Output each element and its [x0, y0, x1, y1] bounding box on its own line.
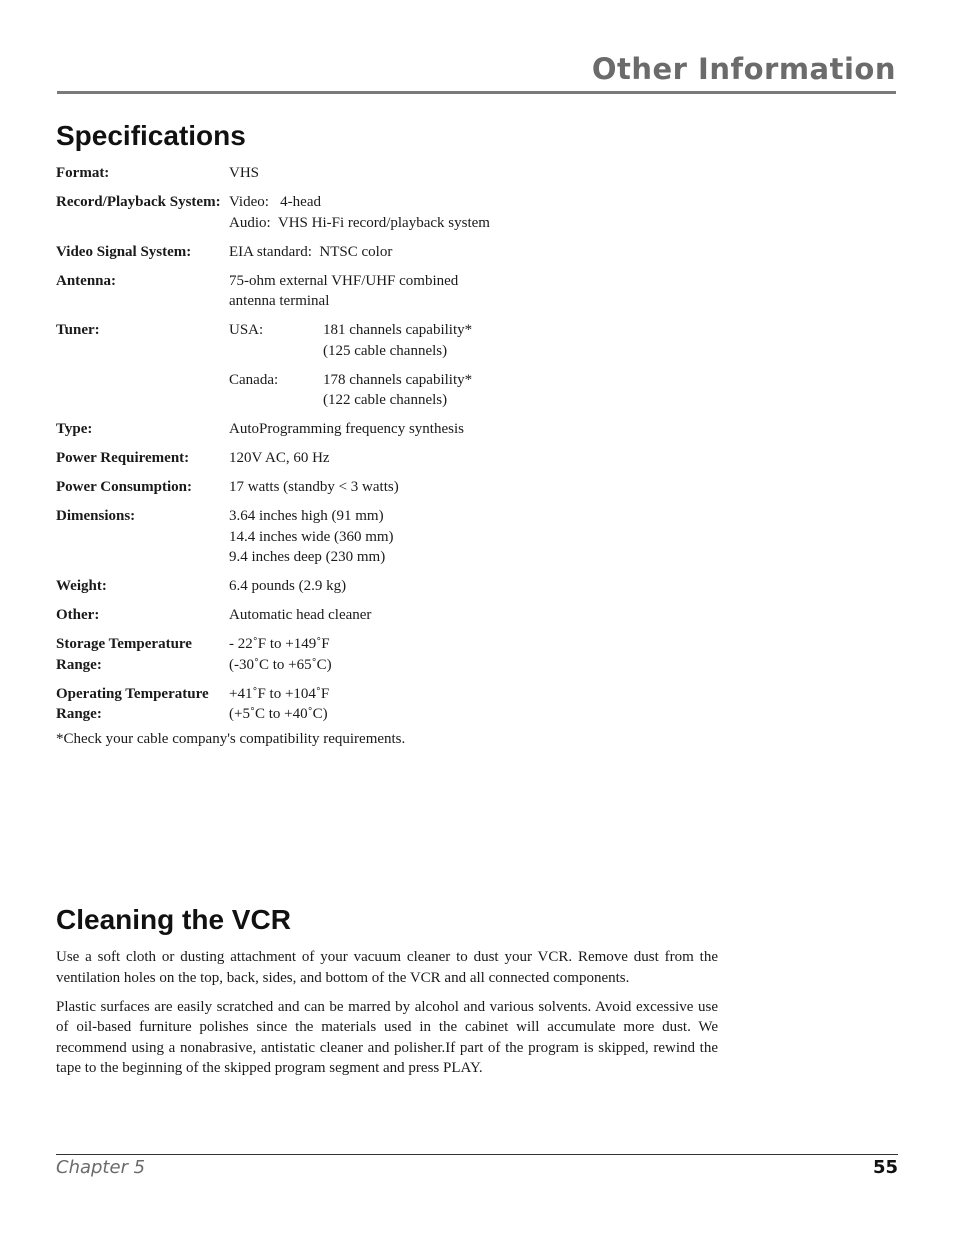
cleaning-title: Cleaning the VCR — [56, 904, 291, 935]
spec-label: Record/Playback System: — [56, 194, 221, 210]
spec-row — [56, 634, 576, 675]
spec-value — [229, 192, 576, 233]
tuner-region: USA: — [229, 322, 264, 338]
spec-label: Antenna: — [56, 272, 117, 289]
tuner-value — [323, 370, 472, 411]
spec-row — [56, 242, 576, 263]
spec-row — [56, 419, 576, 440]
header-rule — [57, 91, 896, 94]
spec-row — [56, 506, 576, 568]
spec-value-line: 120V AC, 60 Hz — [229, 450, 330, 466]
tuner-value-line: 181 channels capability* — [323, 322, 473, 338]
spec-value-line: EIA standard: NTSC color — [229, 243, 393, 260]
spec-value — [229, 448, 576, 469]
spec-value-line: 14.4 inches wide (360 mm) — [229, 528, 394, 545]
spec-label: Other: — [56, 607, 100, 623]
spec-value — [229, 271, 576, 312]
spec-value-line: VHS — [229, 165, 260, 181]
spec-label: Power Consumption: — [56, 479, 192, 495]
spec-value-line: 6.4 pounds (2.9 kg) — [229, 578, 347, 594]
spec-label: Format: — [56, 165, 110, 181]
tuner-value-line: 178 channels capability* — [323, 371, 473, 388]
spec-row — [56, 163, 576, 184]
spec-value — [229, 684, 576, 725]
spec-row — [56, 605, 576, 626]
spec-label: Video Signal System: — [56, 243, 192, 260]
tuner-entry — [229, 320, 576, 361]
spec-value-line: antenna terminal — [229, 293, 330, 309]
spec-value — [229, 506, 576, 568]
specifications-table — [56, 163, 576, 733]
spec-value — [229, 576, 576, 597]
tuner-value-line: (125 cable channels) — [323, 342, 448, 359]
spec-label: Storage Temperature Range: — [56, 636, 192, 673]
spec-label: Power Requirement: — [56, 450, 190, 466]
cleaning-body — [56, 947, 718, 1087]
spec-value-line: AutoProgramming frequency synthesis — [229, 421, 464, 437]
spec-label: Dimensions: — [56, 508, 136, 524]
spec-value — [229, 634, 576, 675]
spec-value-line: +41˚F to +104˚F — [229, 685, 330, 702]
tuner-region: Canada: — [229, 371, 279, 388]
spec-row — [56, 684, 576, 725]
spec-label: Tuner: — [56, 322, 100, 338]
spec-value-line: (-30˚C to +65˚C) — [229, 656, 332, 673]
tuner-value — [323, 320, 472, 361]
spec-row — [56, 576, 576, 597]
footer-chapter: Chapter 5 — [56, 1157, 146, 1178]
spec-value — [229, 419, 576, 440]
spec-value — [229, 605, 576, 626]
spec-row — [56, 192, 576, 233]
specifications-title: Specifications — [56, 120, 246, 151]
spec-value-line: 75-ohm external VHF/UHF combined — [229, 272, 459, 289]
cleaning-paragraph: Plastic surfaces are easily scratched and can be marred by alcohol and various solvents. Avoid excessive use of oil-based furniture polishes since the materials used in the cabinet will accumulate more dust. We recommend using a nonabrasive, antistatic cleaner and polisher.If part of the program is skipped, rewind the tape to the beginning of the skipped program segment and press PLAY. — [56, 998, 718, 1076]
spec-value — [229, 320, 576, 411]
spec-value — [229, 163, 576, 184]
spec-value-line: Video: 4-head — [229, 194, 321, 210]
spec-value-line: 3.64 inches high (91 mm) — [229, 508, 384, 524]
spec-value — [229, 477, 576, 498]
spec-row — [56, 271, 576, 312]
tuner-value-line: (122 cable channels) — [323, 392, 448, 408]
spec-row — [56, 448, 576, 469]
spec-value-line: - 22˚F to +149˚F — [229, 636, 330, 652]
footnote: *Check your cable company's compatibility requirements. — [56, 731, 406, 747]
spec-label: Type: — [56, 421, 93, 437]
spec-value-line: Audio: VHS Hi-Fi record/playback system — [229, 214, 490, 231]
spec-row — [56, 320, 576, 411]
spec-value-line: 9.4 inches deep (230 mm) — [229, 549, 386, 565]
footer-rule — [56, 1154, 898, 1155]
spec-value-line: (+5˚C to +40˚C) — [229, 706, 328, 722]
section-header-title: Other Information — [591, 52, 896, 86]
spec-value-line: Automatic head cleaner — [229, 607, 372, 623]
tuner-entry — [229, 370, 576, 411]
spec-value-line: 17 watts (standby < 3 watts) — [229, 479, 399, 495]
spec-label: Operating Temperature Range: — [56, 685, 209, 722]
spec-label: Weight: — [56, 578, 107, 594]
spec-value — [229, 242, 576, 263]
page-number: 55 — [872, 1157, 898, 1178]
spec-row — [56, 477, 576, 498]
cleaning-paragraph: Use a soft cloth or dusting attachment of your vacuum cleaner to dust your VCR. Remove dust from the ventilation holes on the top, back, sides, and bottom of the VCR and all connected components. — [56, 949, 718, 986]
